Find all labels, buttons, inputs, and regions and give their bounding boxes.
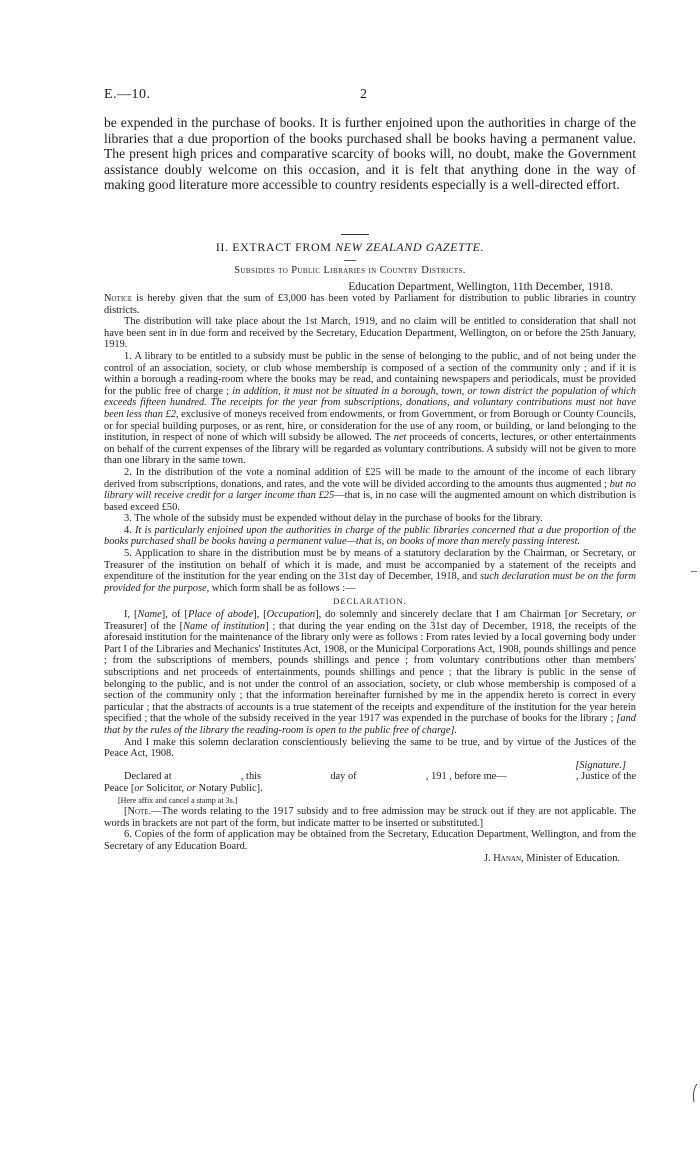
decl-t6: Treasurer] of the [ [104,620,184,632]
note-label: [Note. [124,806,152,818]
section-divider [341,234,369,235]
decl-t1: I, [ [124,609,138,621]
signature-line [104,760,636,772]
decl-or2: or [626,609,636,621]
clause-1-e: proceeds of concerts, lectures, or other entertainments on behalf of the current expenses of the library will be regarded as voluntary contributions. A subsidy will not be given to more than one library in the same town. [104,432,636,467]
clause-6: 6. Copies of the form of application may be obtained from the Secretary, Education Department, Wellington, and from the Secretary of any Education Board. [104,829,636,852]
declared-line [104,771,636,783]
gazette-body [104,293,636,864]
declared-this: , this [240,771,262,783]
clause-1-c: exclusive of moneys received from endowments, or from Government, or from Borough or County Councils, or for special building purposes, or as rent, hire, or consideration for the use of any room, or building, or land belonging to the institution, in respect of none of which will subsidy be allowed. The [104,408,636,444]
clause-4 [104,525,636,548]
clause-3: 3. The whole of the subsidy must be expended without delay in the purchase of books for the library. [124,513,543,525]
clause-5-b: such declaration must be on the form provided for the purpose, [104,571,636,594]
peace-2: Solicitor, [146,782,185,794]
title-underline [344,260,356,261]
margin-mark [691,571,697,572]
extract-title-prefix: II. EXTRACT FROM [215,240,332,254]
report-reference: E.—10. [104,87,151,102]
declared-at: Declared at [124,771,172,783]
peace-line [104,783,636,795]
clause-5 [104,548,636,594]
declaration-text [104,609,636,737]
decl-abode: Place of abode [187,609,254,621]
decl-t7: ] ; that during the year ending on the 31st day of December, 1918, the receipts of the aforesaid institution for the maintenance of the library only were as follows : From rates levied by a local governing body under Part I of the Libraries and Mechanics' Institutes Act, 1908, or the Municipal Corporations Act, 1908, pounds shillings and pence ; from the subscriptions of members, pounds shillings and pence ; from voluntary contributions other than members' subscriptions and net proceeds of entertainments, pounds shillings and pence ; that the library is public in the sense of belonging to the public, and is not under the control of an association, society, or club whose membership is composed of a section of the community only ; that the information hereinafter furnished by me in the appendix hereto is correct in every particular ; that the abstracts of accounts is a true statement of the receipts and expenditure of the institution for the year herein specified ; that the whole of the subsidy received in the year 1917 was expended in the purchase of books for the library ; [104,620,637,725]
signature-label: [Signature.] [575,759,626,771]
minister-title: Minister of Education. [526,852,620,864]
clause-5-c: which form shall be as follows :— [211,582,356,594]
clause-2-c: —that is, in no case will the augmented amount on which distribution is based exceed £50. [104,490,637,513]
clause-1-d: net [393,432,407,444]
peace-or2: or [186,782,196,794]
intro-paragraph: be expended in the purchase of books. It is further enjoined upon the authorities in charge of the libraries that a due proportion of the books purchased shall be books having a permanent value. The present high prices and comparative scarcity of books will, no doubt, make the Government assistance doubly welcome on this occasion, and it is felt that anything done in the way of making good literature more accessible to country residents especially is a well-directed effort. [104,115,636,193]
clause-2-a: 2. In the distribution of the vote a nominal addition of £25 will be made to the amount of the income of each library derived from subscriptions, donations, and rates, and the vote will be divided according to the amounts thus augmented ; [104,466,636,490]
notice-word: Notice [104,293,133,304]
clause-5-a: 5. Application to share in the distribution must be by means of a statutory declaration by the Chairman, or Secretary, or Treasurer of the institution on behalf of which it is made, and must be accompanied by a statement of the receipts and expenditure of the institution for the year ending on the 31st day of December, 1918, and [104,548,636,583]
declared-justice: , Justice of the [575,771,636,783]
declaration-heading: DECLARATION. [333,596,407,607]
clause-1-a: 1. A library to be entitled to a subsidy must be public in the sense of belonging to the public, and of not being under the control of an association, society, or club whose membership is composed of a section of the community only ; and if it is within a borough a reading-room where the books may be read, and containing newspapers and periodicals, must be provided for the public free of charge ; [104,350,636,397]
decl-t5: Secretary, [581,609,623,621]
decl-name: Name [137,609,162,621]
decl-italic-end: [and that by the rules of the library the reading-room is open to the public free of charge]. [104,713,636,736]
clause-2 [104,467,636,513]
extract-subtitle: Subsidies to Public Libraries in Country Districts. [234,265,466,276]
notice-text: is hereby given that the sum of £3,000 has been voted by Parliament for distribution to public libraries in country districts. [104,293,636,316]
solemn-declaration: And I make this solemn declaration conscientiously believing the same to be true, and by virtue of the Justices of the Peace Act, 1908. [104,736,636,760]
extract-title-gazette: NEW ZEALAND GAZETTE. [335,240,485,254]
declared-year: , 191 , before me— [425,771,507,783]
peace-3: Notary Public]. [198,782,263,794]
minister-name: J. Hanan, [484,852,524,864]
stamp-instruction: [Here affix and cancel a stamp at 3s.] [118,795,238,805]
clause-2-b: but no library will receive credit for a larger income than £25 [104,478,636,502]
minister-signature [104,853,636,865]
note-paragraph [104,806,636,829]
decl-t4: ], do solemnly and sincerely declare that I am Chairman [ [315,609,569,621]
distribution-paragraph: The distribution will take place about the 1st March, 1919, and no claim will be entitled to consideration that shall not have been sent in in due form and received by the Secretary, Education Department, Wellington, on or before the 25th January, 1919. [104,316,636,351]
declared-day-of: day of [330,771,357,783]
decl-institution: Name of institution [183,620,266,632]
note-text: —The words relating to the 1917 subsidy and to free admission may be struck out if they are not applicable. The words in brackets are not part of the form, but indicate matter to be inserted or substituted.] [104,806,636,829]
decl-t2: ], of [ [161,609,188,621]
page-number: 2 [360,87,367,102]
extract-title [0,240,700,255]
decl-occupation: Occupation [266,609,316,621]
clause-1 [104,351,636,467]
peace-or1: or [134,782,144,794]
clause-1-b: in addition, it must not be situated in a borough, town, or town district the population of which exceeds fifteen hundred. The receipts for the year from subscriptions, donations, and voluntary contributions must not have been less than £2, [104,385,636,420]
corner-scan-mark [688,1083,698,1103]
dateline: Education Department, Wellington, 11th December, 1918. [348,281,613,293]
peace-1: Peace [ [104,782,135,794]
decl-t3: ], [ [253,609,267,621]
decl-or1: or [568,609,578,621]
clause-4-text: It is particularly enjoined upon the authorities in charge of the public libraries concerned that a due proportion of the books purchased shall be books having a permanent value—that is, on books of more than merely passing interest. [104,524,637,548]
notice-paragraph [104,293,636,316]
clause-4-num: 4. [124,524,132,536]
